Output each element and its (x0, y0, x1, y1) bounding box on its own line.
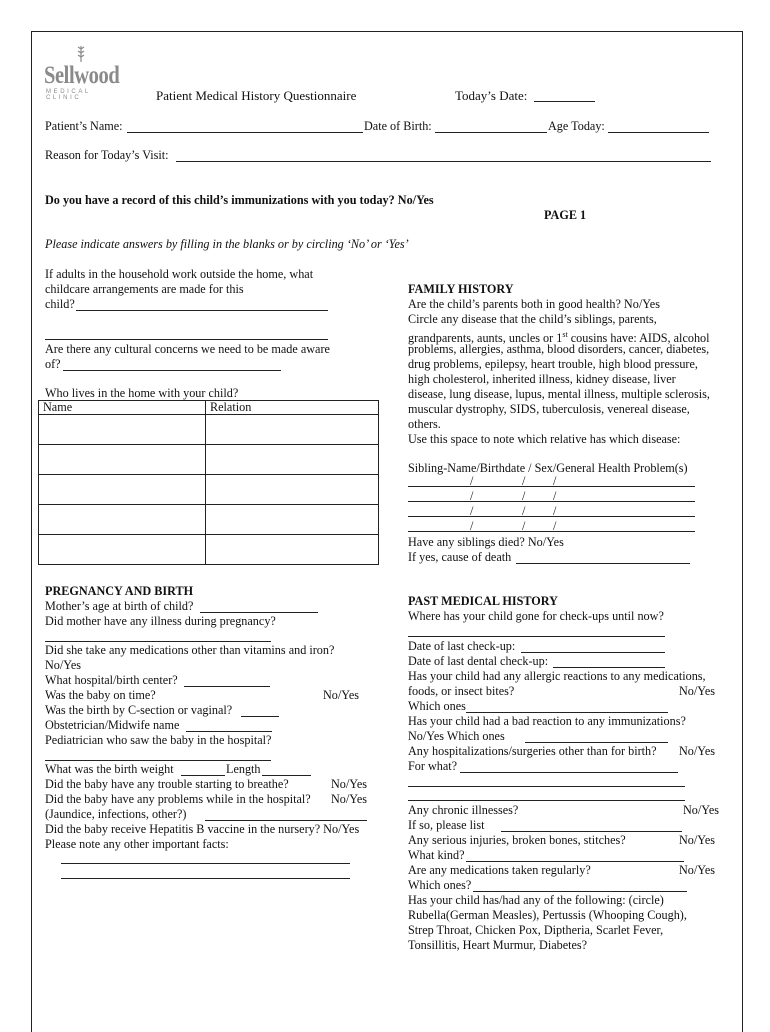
diseases-line4: Tonsillitis, Heart Murmur, Diabetes? (408, 938, 588, 952)
pediatrician-field[interactable] (45, 760, 271, 761)
sibling-row[interactable] (408, 531, 695, 532)
jaundice-question: (Jaundice, infections, other?) (45, 807, 187, 821)
sibling-sep: / (522, 504, 526, 518)
patient-name-field[interactable] (127, 132, 363, 133)
logo-subtitle: MEDICAL CLINIC (46, 89, 91, 101)
table-header-name: Name (39, 401, 206, 415)
sibling-sep: / (553, 474, 557, 488)
mother-age-question: Mother’s age at birth of child? (45, 599, 194, 613)
medications-question: Did she take any medications other than vitamins and iron? (45, 643, 335, 657)
logo-wordmark: Sellwood (44, 62, 120, 89)
table-cell[interactable] (39, 535, 206, 565)
what-kind-field[interactable] (466, 861, 684, 862)
birth-weight-field[interactable] (181, 775, 225, 776)
reason-field[interactable] (176, 161, 711, 162)
cause-of-death-field[interactable] (516, 563, 690, 564)
wheat-icon (74, 44, 88, 62)
table-header-relation: Relation (206, 401, 379, 415)
family-line: Use this space to note which relative has which disease: (408, 432, 681, 446)
which-ones-field[interactable] (473, 891, 687, 892)
hospitalizations-answer[interactable]: No/Yes (679, 744, 716, 758)
sibling-sep: / (470, 519, 474, 533)
sibling-sep: / (522, 519, 526, 533)
clinic-logo (44, 48, 128, 100)
family-line: problems, allergies, asthma, blood disorders, cancer, diabetes, (408, 342, 710, 356)
medications-answer[interactable]: No/Yes (45, 658, 82, 672)
for-what-field-2[interactable] (408, 786, 685, 787)
hospital-problems-question: Did the baby have any problems while in the hospital? (45, 792, 311, 806)
table-cell[interactable] (39, 475, 206, 505)
age-field[interactable] (608, 132, 709, 133)
injuries-answer[interactable]: No/Yes (679, 833, 716, 847)
pediatrician-question: Pediatrician who saw the baby in the hospital? (45, 733, 272, 747)
what-kind-label: What kind? (408, 848, 465, 862)
hepb-question: Did the baby receive Hepatitis B vaccine in the nursery? No/Yes (45, 822, 360, 836)
patient-name-label: Patient’s Name: (45, 119, 123, 133)
chronic-list-label: If so, please list (408, 818, 485, 832)
allergic-question-line1: Has your child had any allergic reactions to any medications, (408, 669, 706, 683)
sibling-row[interactable] (408, 501, 695, 502)
length-field[interactable] (262, 775, 311, 776)
cause-of-death-label: If yes, cause of death (408, 550, 512, 564)
breathe-question: Did the baby have any trouble starting to breathe? (45, 777, 289, 791)
family-history-heading: FAMILY HISTORY (408, 282, 514, 296)
siblings-died-question: Have any siblings died? No/Yes (408, 535, 564, 549)
page-number: PAGE 1 (544, 208, 587, 222)
sibling-sep: / (553, 489, 557, 503)
medications-regular-answer[interactable]: No/Yes (679, 863, 716, 877)
length-question: Length (226, 762, 261, 776)
table-cell[interactable] (39, 505, 206, 535)
family-line: drug problems, epilepsy, heart trouble, high blood pressure, (408, 357, 698, 371)
family-line: others. (408, 417, 441, 431)
sibling-sep: / (522, 489, 526, 503)
sibling-sep: / (470, 474, 474, 488)
childcare-field-2[interactable] (45, 339, 328, 340)
mother-illness-question: Did mother have any illness during pregnancy? (45, 614, 276, 628)
sibling-sep: / (470, 489, 474, 503)
medications-regular-question: Are any medications taken regularly? (408, 863, 591, 877)
injuries-question: Any serious injuries, broken bones, stitches? (408, 833, 626, 847)
chronic-list-field[interactable] (501, 831, 682, 832)
last-dental-label: Date of last dental check-up: (408, 654, 549, 668)
breathe-answer[interactable]: No/Yes (331, 777, 368, 791)
form-title: Patient Medical History Questionnaire (156, 88, 357, 103)
table-cell[interactable] (206, 505, 379, 535)
last-dental-field[interactable] (553, 667, 665, 668)
pregnancy-heading: PREGNANCY AND BIRTH (45, 584, 194, 598)
diseases-line3: Strep Throat, Chicken Pox, Diptheria, Scarlet Fever, (408, 923, 664, 937)
cultural-question-line2: of? (45, 357, 61, 371)
allergic-which-label: Which ones (408, 699, 466, 713)
other-facts-field-1[interactable] (61, 863, 350, 864)
allergic-answer[interactable]: No/Yes (679, 684, 716, 698)
allergic-question-line2: foods, or insect bites? (408, 684, 515, 698)
obstetrician-field[interactable] (186, 731, 272, 732)
household-table (38, 400, 379, 565)
allergic-which-field[interactable] (466, 712, 668, 713)
birth-weight-question: What was the birth weight (45, 762, 174, 776)
other-facts-field-2[interactable] (61, 878, 350, 879)
table-cell[interactable] (39, 445, 206, 475)
instructions: Please indicate answers by filling in the blanks or by circling ‘No’ or ‘Yes’ (45, 237, 409, 251)
superscript: st (562, 330, 568, 339)
mother-age-field[interactable] (200, 612, 318, 613)
diseases-line1: Has your child has/had any of the following: (circle) (408, 893, 664, 907)
checkups-question: Where has your child gone for check-ups until now? (408, 609, 664, 623)
obstetrician-question: Obstetrician/Midwife name (45, 718, 180, 732)
chronic-question: Any chronic illnesses? (408, 803, 519, 817)
todays-date-label: Today’s Date: (455, 88, 528, 103)
sibling-row[interactable] (408, 516, 695, 517)
diseases-line2: Rubella(German Measles), Pertussis (Whooping Cough), (408, 908, 687, 922)
past-history-heading: PAST MEDICAL HISTORY (408, 594, 558, 608)
immunization-which-field[interactable] (525, 742, 668, 743)
chronic-answer[interactable]: No/Yes (683, 803, 720, 817)
other-facts-question: Please note any other important facts: (45, 837, 229, 851)
childcare-question-line2: childcare arrangements are made for this (45, 282, 244, 296)
reason-label: Reason for Today’s Visit: (45, 148, 169, 162)
mother-illness-field[interactable] (45, 641, 271, 642)
table-cell[interactable] (206, 535, 379, 565)
sibling-sep: / (553, 504, 557, 518)
childcare-question-line1: If adults in the household work outside the home, what (45, 267, 314, 281)
todays-date-field[interactable] (534, 101, 595, 102)
family-line-cousins-tail: cousins have: AIDS, alcohol (567, 331, 710, 346)
immunization-question: Do you have a record of this child’s immunizations with you today? No/Yes (45, 193, 434, 207)
family-line: muscular dystrophy, SIDS, tuberculosis, venereal disease, (408, 402, 690, 416)
cultural-field[interactable] (63, 370, 281, 371)
csection-field[interactable] (241, 716, 279, 717)
age-label: Age Today: (548, 119, 605, 133)
childcare-question-line3: child? (45, 297, 75, 311)
on-time-answer[interactable]: No/Yes (323, 688, 360, 702)
immunization-reaction-question: Has your child had a bad reaction to any immunizations? (408, 714, 686, 728)
which-ones-label: Which ones? (408, 878, 472, 892)
sibling-row[interactable] (408, 486, 695, 487)
family-line: Circle any disease that the child’s siblings, parents, (408, 312, 657, 326)
last-checkup-field[interactable] (521, 652, 665, 653)
for-what-field[interactable] (460, 772, 678, 773)
dob-label: Date of Birth: (364, 119, 432, 133)
hospital-field[interactable] (184, 686, 270, 687)
sibling-header: Sibling-Name/Birthdate / Sex/General Health Problem(s) (408, 461, 688, 475)
table-cell[interactable] (39, 415, 206, 445)
last-checkup-label: Date of last check-up: (408, 639, 516, 653)
sibling-sep: / (553, 519, 557, 533)
sibling-sep: / (470, 504, 474, 518)
dob-field[interactable] (435, 132, 547, 133)
for-what-field-3[interactable] (408, 800, 685, 801)
family-line: disease, lung disease, lupus, mental illness, multiple sclerosis, (408, 387, 710, 401)
family-line: high cholesterol, inherited illness, kidney disease, liver (408, 372, 676, 386)
checkups-field[interactable] (408, 636, 665, 637)
family-line: Are the child’s parents both in good health? No/Yes (408, 297, 660, 311)
hospitalizations-question: Any hospitalizations/surgeries other than for birth? (408, 744, 657, 758)
table-cell[interactable] (206, 445, 379, 475)
hospital-problems-answer[interactable]: No/Yes (331, 792, 368, 806)
jaundice-field[interactable] (205, 820, 367, 821)
sibling-sep: / (522, 474, 526, 488)
hospital-question: What hospital/birth center? (45, 673, 178, 687)
who-lives-label: Who lives in the home with your child? (45, 386, 239, 400)
immunization-reaction-answer[interactable]: No/Yes Which ones (408, 729, 505, 743)
csection-question: Was the birth by C-section or vaginal? (45, 703, 233, 717)
for-what-label: For what? (408, 759, 458, 773)
family-line-cousins-head: grandparents, aunts, uncles or 1 (408, 331, 563, 346)
table-cell[interactable] (206, 475, 379, 505)
cultural-question-line1: Are there any cultural concerns we need to be made aware (45, 342, 330, 356)
childcare-field[interactable] (76, 310, 328, 311)
table-cell[interactable] (206, 415, 379, 445)
on-time-question: Was the baby on time? (45, 688, 156, 702)
